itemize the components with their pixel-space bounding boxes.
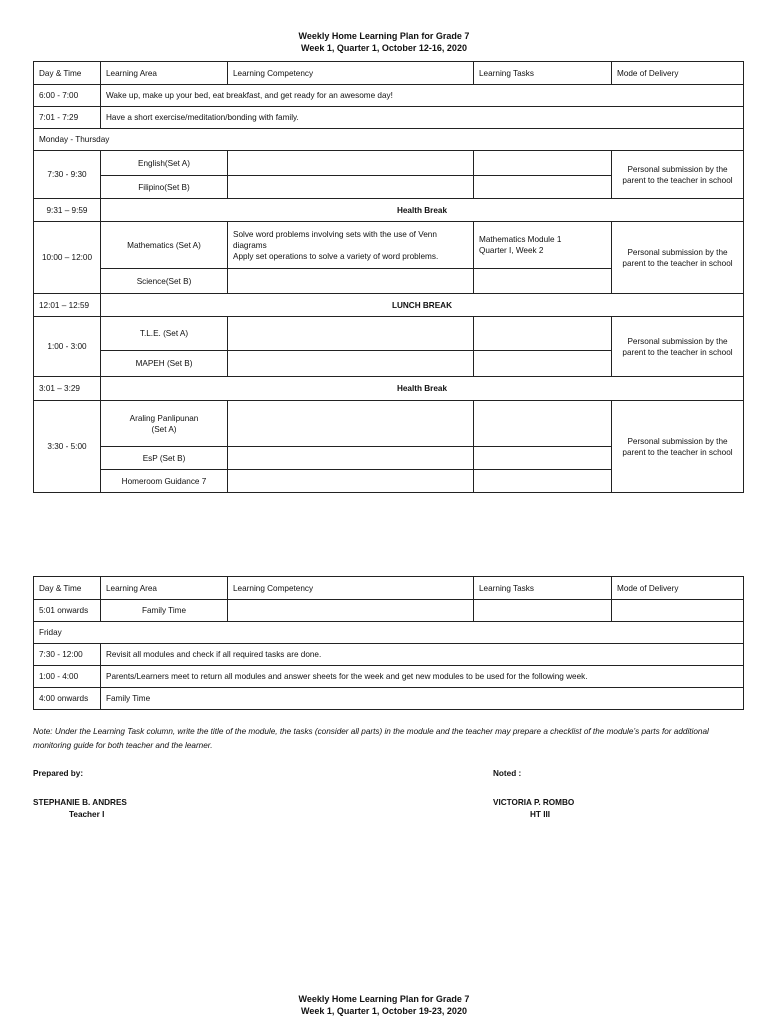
learning-tasks-cell [474, 222, 612, 269]
preparer-name: STEPHANIE B. ANDRES [33, 798, 127, 807]
time-cell: 9:31 – 9:59 [34, 199, 101, 222]
task-line: Mathematics Module 1 [479, 235, 562, 244]
learning-tasks-cell [474, 176, 612, 199]
column-header-mode-of-delivery: Mode of Delivery [612, 62, 744, 85]
learning-competency-cell [228, 222, 474, 269]
learning-area-line: Araling Panlipunan [129, 413, 199, 423]
learning-competency-cell [228, 317, 474, 351]
plan-subtitle: Week 1, Quarter 1, October 12-16, 2020 [301, 43, 467, 53]
section-row [34, 129, 744, 151]
learning-competency-cell [228, 269, 474, 294]
learning-competency-cell [228, 600, 474, 622]
next-plan-subtitle: Week 1, Quarter 1, October 19-23, 2020 [301, 1006, 467, 1016]
learning-area-cell: Filipino(Set B) [101, 176, 228, 199]
time-cell: 1:00 - 4:00 [34, 666, 101, 688]
table-row [34, 85, 744, 107]
activity-cell: Parents/Learners meet to return all modules and answer sheets for the week and get new modules to be used for the following week. [101, 666, 744, 688]
learning-tasks-cell [474, 151, 612, 176]
preparer-title: Teacher I [69, 810, 105, 819]
column-header-day-time: Day & Time [34, 577, 101, 600]
column-header-day-time: Day & Time [34, 62, 101, 85]
learning-area-cell: MAPEH (Set B) [101, 351, 228, 377]
break-row [34, 294, 744, 317]
column-header-learning-area: Learning Area [101, 62, 228, 85]
time-cell: 5:01 onwards [34, 600, 101, 622]
time-cell: 3:30 - 5:00 [34, 401, 101, 493]
column-header-mode-of-delivery: Mode of Delivery [612, 577, 744, 600]
table-header-row [34, 62, 744, 85]
column-header-learning-tasks: Learning Tasks [474, 577, 612, 600]
time-cell: 3:01 – 3:29 [34, 377, 101, 401]
table-row [34, 600, 744, 622]
break-row [34, 199, 744, 222]
table-row [34, 107, 744, 129]
learning-area-cell: Science(Set B) [101, 269, 228, 294]
section-row [34, 622, 744, 644]
noter-name: VICTORIA P. ROMBO [493, 798, 575, 807]
next-plan-title: Weekly Home Learning Plan for Grade 7 [298, 994, 470, 1004]
learning-tasks-cell [474, 401, 612, 447]
break-row [34, 377, 744, 401]
table-header-row [34, 577, 744, 600]
learning-competency-cell [228, 470, 474, 493]
learning-competency-cell [228, 401, 474, 447]
table-row [34, 644, 744, 666]
table-row [34, 222, 744, 269]
weekly-plan-table [33, 61, 744, 493]
learning-area-cell: Homeroom Guidance 7 [101, 470, 228, 493]
time-cell: 7:01 - 7:29 [34, 107, 101, 129]
time-cell: 7:30 - 9:30 [34, 151, 101, 199]
learning-area-cell: Family Time [101, 600, 228, 622]
activity-cell: Have a short exercise/meditation/bonding with family. [101, 107, 744, 129]
learning-tasks-cell [474, 269, 612, 294]
mode-of-delivery-cell: Personal submission by the parent to the teacher in school [612, 317, 744, 377]
plan-title: Weekly Home Learning Plan for Grade 7 [298, 31, 470, 41]
column-header-learning-competency: Learning Competency [228, 62, 474, 85]
time-cell: 4:00 onwards [34, 688, 101, 710]
mode-of-delivery-cell [612, 600, 744, 622]
column-header-learning-competency: Learning Competency [228, 577, 474, 600]
break-label: Health Break [101, 199, 744, 222]
time-cell: 10:00 – 12:00 [34, 222, 101, 294]
learning-competency-cell [228, 447, 474, 470]
task-line: Quarter I, Week 2 [479, 246, 544, 255]
mode-of-delivery-cell: Personal submission by the parent to the teacher in school [612, 222, 744, 294]
next-plan-header [0, 993, 768, 1017]
time-cell: 7:30 - 12:00 [34, 644, 101, 666]
note-text: Note: Under the Learning Task column, write the title of the module, the tasks (consider all parts) in the module and the teacher may prepare a checklist of the module’s parts for additional monitoring guide for both teacher and the learner. [33, 727, 709, 750]
table-row [34, 151, 744, 176]
table-row [34, 317, 744, 351]
learning-tasks-cell [474, 317, 612, 351]
section-label: Friday [34, 622, 744, 644]
competency-line: Apply set operations to solve a variety of word problems. [233, 251, 439, 261]
learning-competency-cell [228, 176, 474, 199]
activity-cell: Family Time [101, 688, 744, 710]
learning-tasks-cell [474, 600, 612, 622]
break-label: Health Break [101, 377, 744, 401]
learning-area-cell: Mathematics (Set A) [101, 222, 228, 269]
mode-of-delivery-cell: Personal submission by the parent to the teacher in school [612, 151, 744, 199]
learning-area-cell: T.L.E. (Set A) [101, 317, 228, 351]
column-header-learning-tasks: Learning Tasks [474, 62, 612, 85]
column-header-learning-area: Learning Area [101, 577, 228, 600]
noted-label: Noted : [493, 769, 522, 778]
learning-area-cell: EsP (Set B) [101, 447, 228, 470]
learning-tasks-cell [474, 470, 612, 493]
learning-area-line: (Set A) [151, 424, 177, 434]
break-label: LUNCH BREAK [101, 294, 744, 317]
noter-title: HT III [530, 810, 551, 819]
prepared-by-label: Prepared by: [33, 769, 84, 778]
table-row [34, 401, 744, 447]
learning-tasks-cell [474, 447, 612, 470]
mode-of-delivery-cell: Personal submission by the parent to the teacher in school [612, 401, 744, 493]
learning-tasks-cell [474, 351, 612, 377]
learning-area-cell [101, 401, 228, 447]
table-row [34, 688, 744, 710]
learning-area-cell: English(Set A) [101, 151, 228, 176]
time-cell: 6:00 - 7:00 [34, 85, 101, 107]
activity-cell: Wake up, make up your bed, eat breakfast, and get ready for an awesome day! [101, 85, 744, 107]
time-cell: 12:01 – 12:59 [34, 294, 101, 317]
friday-plan-table [33, 576, 744, 710]
competency-line: Solve word problems involving sets with the use of Venn diagrams [233, 229, 437, 250]
learning-competency-cell [228, 151, 474, 176]
section-label: Monday - Thursday [34, 129, 744, 151]
plan-header [0, 30, 768, 54]
learning-competency-cell [228, 351, 474, 377]
table-row [34, 666, 744, 688]
time-cell: 1:00 - 3:00 [34, 317, 101, 377]
activity-cell: Revisit all modules and check if all required tasks are done. [101, 644, 744, 666]
